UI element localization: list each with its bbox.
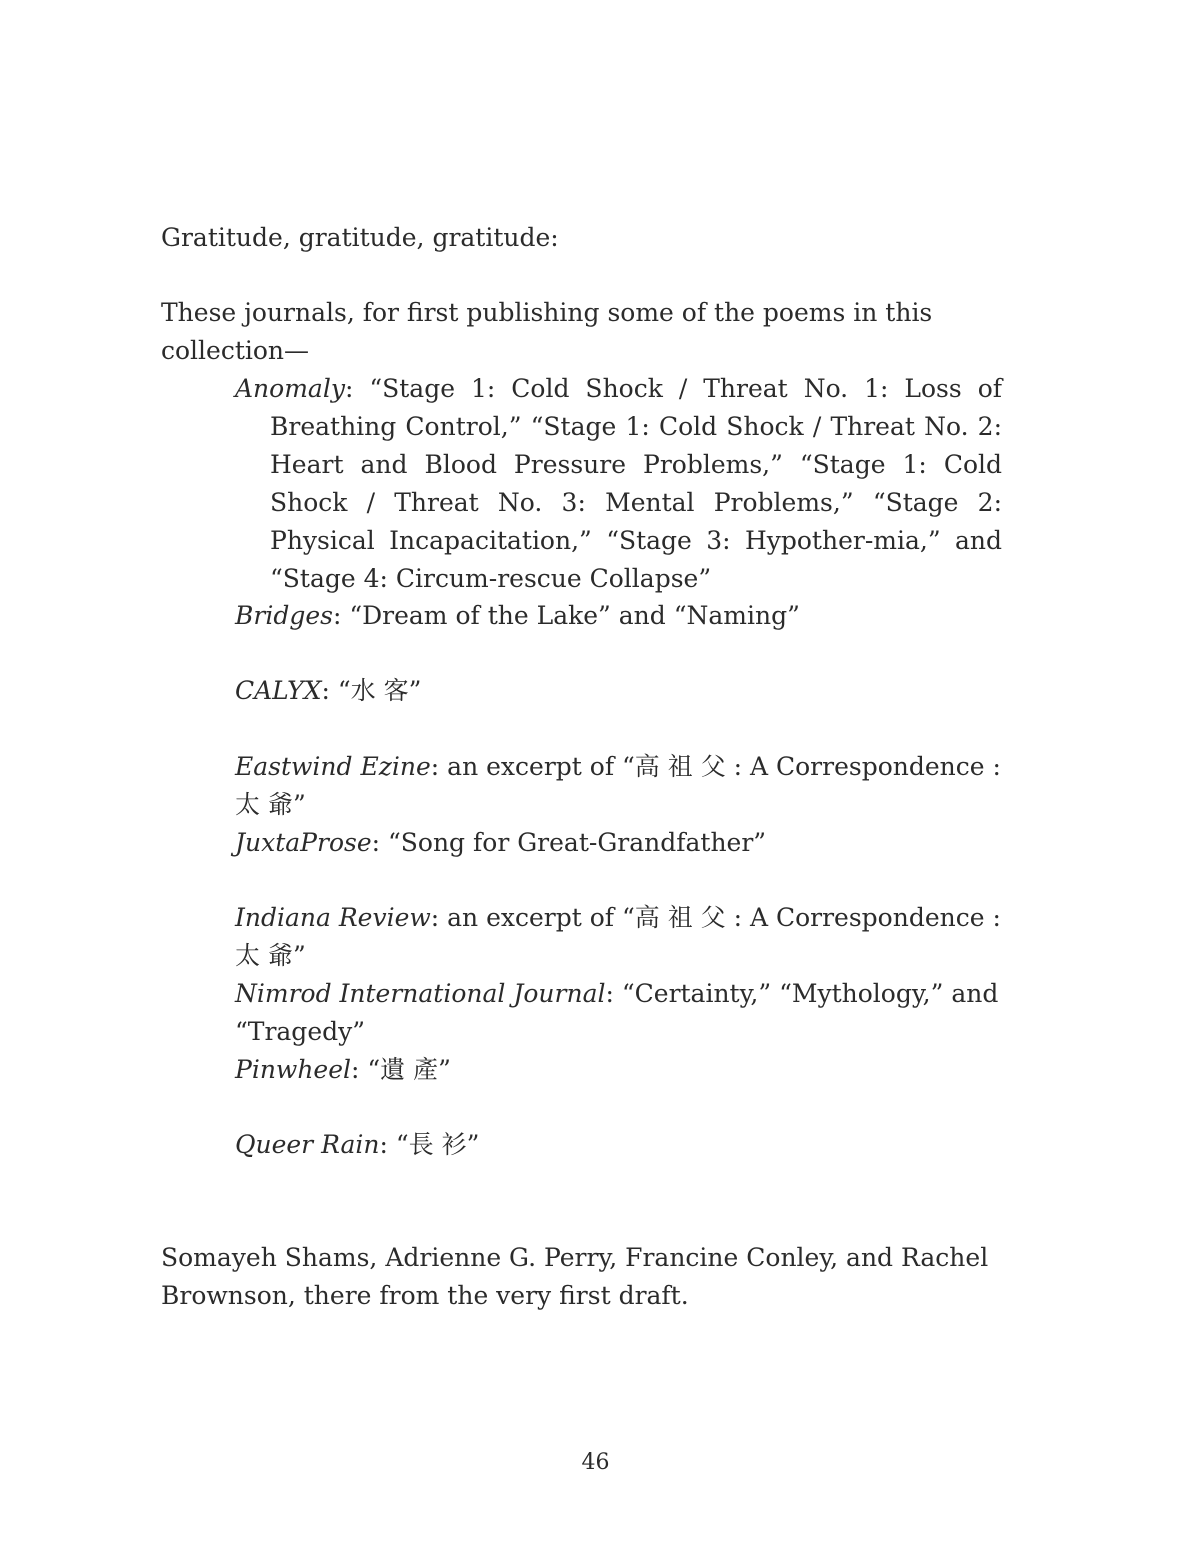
journal-entry (235, 597, 1002, 635)
journal-entry (235, 748, 1002, 824)
journal-entry (235, 899, 1002, 975)
poem-titles: “Certainty,” “Mythology,” and “Tragedy” (235, 979, 999, 1046)
entry-separator: : (430, 903, 448, 932)
journal-name: CALYX (235, 676, 322, 705)
journal-entry (235, 370, 1002, 598)
poem-titles: “遺 產” (367, 1055, 451, 1084)
entry-separator: : (332, 601, 350, 630)
poem-titles: an excerpt of “高 祖 父 : A Correspondence : 太 爺” (235, 752, 1001, 819)
journal-name: Anomaly (235, 374, 345, 403)
entry-separator: : (605, 979, 622, 1008)
entry-separator: : (344, 374, 370, 403)
entry-separator: : (430, 752, 448, 781)
journal-entry (235, 1051, 1002, 1089)
journal-entry (235, 672, 1002, 710)
intro-paragraph: These journals, for first publishing some of the poems in this collection— (161, 298, 933, 365)
poem-titles: “長 衫” (395, 1130, 480, 1159)
entry-separator: : (371, 828, 388, 857)
journal-name: Indiana Review (235, 903, 431, 932)
entry-separator: : (321, 676, 338, 705)
journal-name: Pinwheel (235, 1055, 352, 1084)
journal-entry (235, 824, 1002, 862)
journal-entry (235, 975, 1002, 1051)
heading-text: Gratitude, gratitude, gratitude: (161, 223, 559, 252)
journal-name: Queer Rain (235, 1130, 380, 1159)
poem-titles: “Dream of the Lake” and “Naming” (349, 601, 800, 630)
journal-name: JuxtaProse (235, 828, 372, 857)
poem-titles: an excerpt of “高 祖 父 : A Correspondence : 太 爺” (235, 903, 1001, 970)
journal-name: Bridges (235, 601, 333, 630)
page-number: 46 (581, 1450, 610, 1475)
entry-separator: : (379, 1130, 396, 1159)
journal-name: Eastwind Ezine (235, 752, 431, 781)
poem-titles: “Song for Great-Grandfather” (388, 828, 767, 857)
poem-titles: “Stage 1: Cold Shock / Threat No. 1: Loss of Breathing Control,” “Stage 1: Cold Shock / Threat No. 2: Heart and Blood Pressure Problems,” “Stage 1: Cold Shock / Threat No. 3: Mental Problems,” “Stage 2: Physical Incapacitation,” “Stage 3: Hypother-mia,” and “Stage 4: Circum-rescue Collapse” (270, 374, 1002, 593)
thanks-paragraph: Somayeh Shams, Adrienne G. Perry, Francine Conley, and Rachel Brownson, there from the very first draft. (161, 1243, 989, 1310)
journal-entry (235, 1126, 1002, 1164)
journal-name: Nimrod International Journal (235, 979, 606, 1008)
poem-titles: “水 客” (337, 676, 422, 705)
entry-separator: : (351, 1055, 368, 1084)
